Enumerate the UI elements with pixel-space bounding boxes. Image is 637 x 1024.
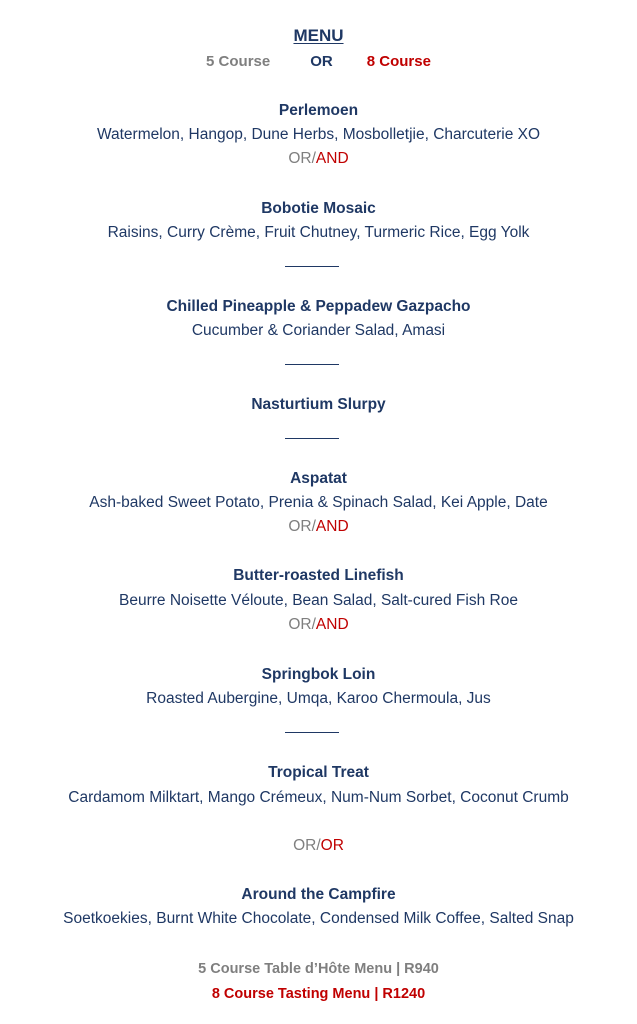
- course-desc-linefish: Beurre Noisette Véloute, Bean Salad, Salt-cured Fish Roe: [119, 592, 518, 609]
- course-name-perlemoen: Perlemoen: [278, 102, 359, 119]
- or-and-connector: OR/AND: [288, 616, 349, 633]
- course-name-tropical-treat: Tropical Treat: [268, 764, 369, 781]
- course-desc-springbok: Roasted Aubergine, Umqa, Karoo Chermoula, Jus: [146, 690, 491, 707]
- or-and-connector: OR/AND: [288, 518, 349, 535]
- option-8-course: 8 Course: [366, 53, 431, 70]
- course-name-bobotie: Bobotie Mosaic: [261, 200, 376, 217]
- course-name-nasturtium: Nasturtium Slurpy: [251, 396, 386, 413]
- or-and-connector: OR/AND: [288, 150, 349, 167]
- course-name-springbok: Springbok Loin: [261, 666, 376, 683]
- separator-line: [285, 732, 339, 733]
- option-or: OR: [310, 53, 333, 70]
- price-5-course: 5 Course Table d’Hôte Menu | R940: [198, 961, 439, 977]
- course-name-campfire: Around the Campfire: [241, 886, 396, 903]
- course-desc-bobotie: Raisins, Curry Crème, Fruit Chutney, Turmeric Rice, Egg Yolk: [107, 224, 530, 241]
- price-8-course: 8 Course Tasting Menu | R1240: [211, 986, 426, 1002]
- or-or-connector: OR/OR: [293, 837, 344, 854]
- separator-line: [285, 266, 339, 267]
- course-desc-gazpacho: Cucumber & Coriander Salad, Amasi: [191, 322, 446, 339]
- course-desc-campfire: Soetkoekies, Burnt White Chocolate, Condensed Milk Coffee, Salted Snap: [63, 910, 574, 927]
- course-desc-perlemoen: Watermelon, Hangop, Dune Herbs, Mosbolletjie, Charcuterie XO: [96, 126, 541, 143]
- course-name-aspatat: Aspatat: [290, 470, 347, 487]
- separator-line: [285, 364, 339, 365]
- course-desc-aspatat: Ash-baked Sweet Potato, Prenia & Spinach Salad, Kei Apple, Date: [89, 494, 548, 511]
- option-5-course: 5 Course: [206, 53, 271, 70]
- separator-line: [285, 438, 339, 439]
- course-name-gazpacho: Chilled Pineapple & Peppadew Gazpacho: [166, 298, 471, 315]
- course-options: [0, 53, 637, 70]
- course-desc-tropical-treat: Cardamom Milktart, Mango Crémeux, Num-Num Sorbet, Coconut Crumb: [68, 789, 569, 806]
- menu-title: MENU: [293, 26, 344, 45]
- course-name-linefish: Butter-roasted Linefish: [233, 567, 404, 584]
